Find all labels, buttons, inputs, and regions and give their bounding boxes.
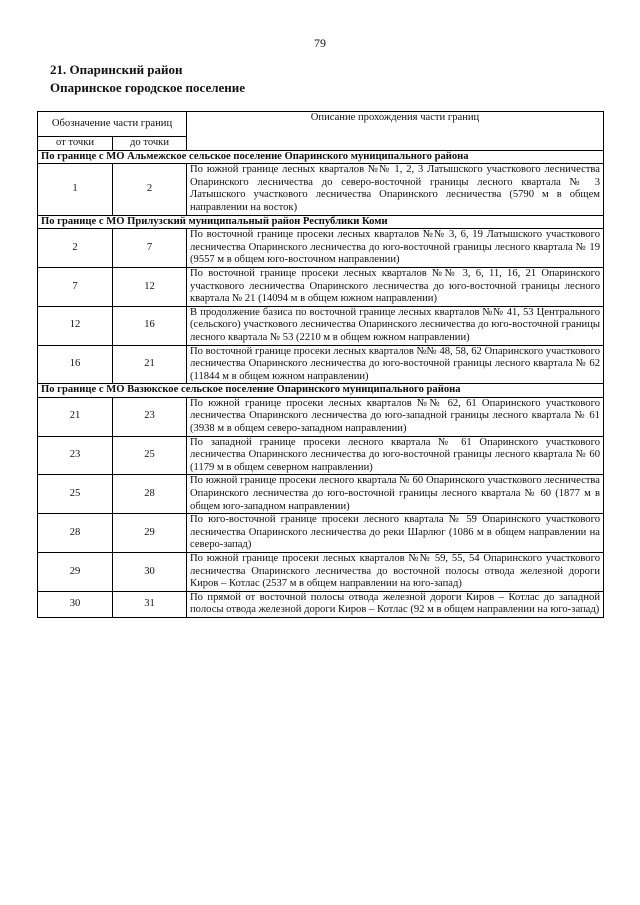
- section-title: По границе с МО Прилузский муниципальный район Республики Коми: [38, 215, 604, 229]
- from-point-header: от точки: [38, 137, 113, 151]
- description-cell: По восточной границе просеки лесных кварталов №№ 3, 6, 19 Латышского участкового лесничества Опаринского лесничества до юго-восточной границы лесного квартала № 19 (9557 м в общем юго-восточном направлении): [187, 229, 604, 268]
- description-cell: По восточной границе просеки лесных кварталов №№ 48, 58, 62 Опаринского участкового лесничества Опаринского лесничества до юго-восточной границы лесного квартала № 62 (11844 м в общем южном направлении): [187, 345, 604, 384]
- from-point-cell: 30: [38, 591, 113, 617]
- to-point-cell: 2: [113, 164, 187, 215]
- from-point-cell: 25: [38, 475, 113, 514]
- to-point-cell: 29: [113, 514, 187, 553]
- table-header-row: [38, 112, 604, 137]
- description-cell: По южной границе лесных кварталов №№ 1, 2, 3 Латышского участкового лесничества Опаринского лесничества до северо-восточной границы лесного квартала № 3 Латышского участкового лесничества Опаринского лесничества (5790 м в общем направлении на восток): [187, 164, 604, 215]
- from-point-cell: 12: [38, 306, 113, 345]
- description-cell: По южной границе просеки лесных кварталов №№ 62, 61 Опаринского участкового лесничества Опаринского лесничества до юго-западной границы лесного квартала № 61 (3938 м в общем северо-западном направлении): [187, 397, 604, 436]
- description-header: Описание прохождения части границ: [187, 112, 604, 151]
- table-row: [38, 306, 604, 345]
- to-point-cell: 21: [113, 345, 187, 384]
- from-point-cell: 16: [38, 345, 113, 384]
- from-point-cell: 23: [38, 436, 113, 475]
- description-cell: По восточной границе просеки лесных кварталов №№ 3, 6, 11, 16, 21 Опаринского участкового лесничества Опаринского лесничества до юго-восточной границы лесного квартала № 21 (14094 м в общем южном направлении): [187, 267, 604, 306]
- to-point-cell: 16: [113, 306, 187, 345]
- section-title: По границе с МО Вазюкское сельское поселение Опаринского муниципального района: [38, 384, 604, 398]
- table-row: [38, 345, 604, 384]
- from-point-cell: 7: [38, 267, 113, 306]
- from-point-cell: 1: [38, 164, 113, 215]
- table-row: [38, 229, 604, 268]
- section-row: [38, 215, 604, 229]
- to-point-cell: 23: [113, 397, 187, 436]
- settlement-heading: Опаринское городское поселение: [50, 80, 246, 95]
- to-point-cell: 31: [113, 591, 187, 617]
- from-point-cell: 21: [38, 397, 113, 436]
- section-row: [38, 150, 604, 164]
- table-row: [38, 164, 604, 215]
- to-point-cell: 30: [113, 553, 187, 592]
- to-point-cell: 7: [113, 229, 187, 268]
- district-heading: 21. Опаринский район: [50, 62, 183, 77]
- table-row: [38, 475, 604, 514]
- description-cell: По прямой от восточной полосы отвода железной дороги Киров – Котлас до западной полосы отвода железной дороги Киров – Котлас (92 м в общем направлении на юго-запад): [187, 591, 604, 617]
- from-point-cell: 28: [38, 514, 113, 553]
- description-cell: В продолжение базиса по восточной границе лесных кварталов №№ 41, 53 Центрального (сельского) участкового лесничества Опаринского лесничества до юго-восточной границы лесного квартала № 53 (2210 м в общем южном направлении): [187, 306, 604, 345]
- boundary-table: [37, 111, 604, 618]
- from-point-cell: 2: [38, 229, 113, 268]
- table-row: [38, 553, 604, 592]
- page-number: 79: [314, 36, 326, 50]
- table-row: [38, 397, 604, 436]
- table-row: [38, 436, 604, 475]
- to-point-header: до точки: [113, 137, 187, 151]
- description-cell: По южной границе просеки лесных кварталов №№ 59, 55, 54 Опаринского участкового лесничества Опаринского лесничества до восточной полосы отвода железной дороги Киров – Котлас (2537 м в общем направлении на юго-запад): [187, 553, 604, 592]
- section-title: По границе с МО Альмежское сельское поселение Опаринского муниципального района: [38, 150, 604, 164]
- description-cell: По западной границе просеки лесного квартала № 61 Опаринского участкового лесничества Опаринского лесничества до юго-восточной границы лесного квартала № 60 (1179 м в общем северном направлении): [187, 436, 604, 475]
- table-row: [38, 514, 604, 553]
- part-label-header: Обозначение части границ: [38, 112, 187, 137]
- section-row: [38, 384, 604, 398]
- description-cell: По юго-восточной границе просеки лесного квартала № 59 Опаринского участкового лесничества Опаринского лесничества до реки Шарлюг (1086 м в общем направлении на северо-запад): [187, 514, 604, 553]
- to-point-cell: 12: [113, 267, 187, 306]
- to-point-cell: 25: [113, 436, 187, 475]
- to-point-cell: 28: [113, 475, 187, 514]
- table-row: [38, 591, 604, 617]
- description-cell: По южной границе просеки лесного квартала № 60 Опаринского участкового лесничества Опаринского лесничества до юго-восточной границы лесного квартала № 60 (1877 м в общем юго-западном направлении): [187, 475, 604, 514]
- from-point-cell: 29: [38, 553, 113, 592]
- table-row: [38, 267, 604, 306]
